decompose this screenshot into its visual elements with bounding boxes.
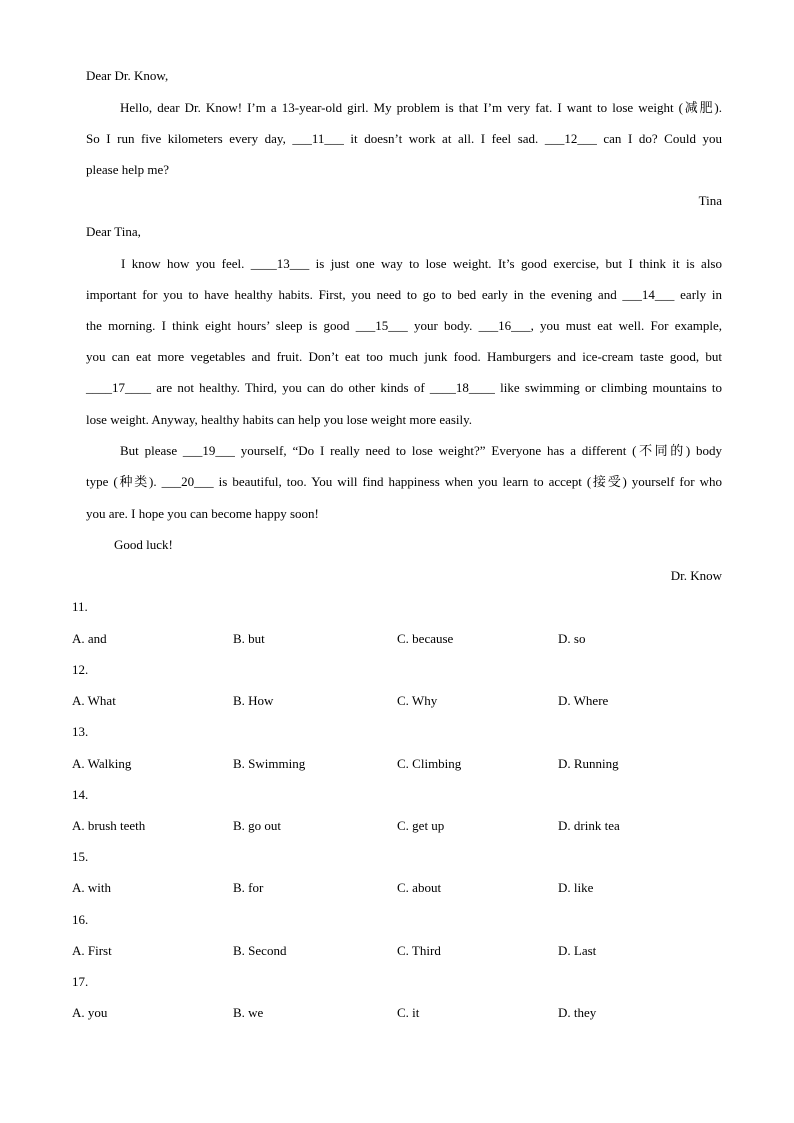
letter1-greeting: Dear Dr. Know, [86,68,169,83]
option-11-c[interactable]: C. because [397,631,454,646]
letter1-line-3: please help me? [86,162,170,177]
option-15-c[interactable]: C. about [397,880,442,895]
option-16-a[interactable]: A. First [72,943,112,958]
question-number-13: 13. [72,724,89,739]
question-number-16: 16. [72,912,89,927]
letter2-greeting: Dear Tina, [86,224,141,239]
option-15-b[interactable]: B. for [233,880,264,895]
letter1-signature: Tina [698,193,722,208]
option-11-a[interactable]: A. and [72,631,107,646]
option-17-b[interactable]: B. we [233,1005,264,1020]
letter2-line-4: you can eat more vegetables and fruit. Don’t eat too much junk food. Hamburgers and ice-cream taste good, but [86,349,722,364]
question-number-12: 12. [72,662,89,677]
option-15-d[interactable]: D. like [558,880,594,895]
option-13-d[interactable]: D. Running [558,756,619,771]
option-16-d[interactable]: D. Last [558,943,597,958]
letter2-line-6: lose weight. Anyway, healthy habits can help you lose weight more easily. [86,412,473,427]
option-17-c[interactable]: C. it [397,1005,420,1020]
option-14-a[interactable]: A. brush teeth [72,818,146,833]
option-13-c[interactable]: C. Climbing [397,756,462,771]
question-number-11: 11. [72,599,88,614]
option-11-d[interactable]: D. so [558,631,586,646]
letter2-closing: Good luck! [114,537,173,552]
question-number-17: 17. [72,974,89,989]
letter2-line-8: type (种类). ___20___ is beautiful, too. You will find happiness when you learn to accept (接受) yourself for who [86,474,722,489]
option-17-a[interactable]: A. you [72,1005,108,1020]
letter2-line-9: you are. I hope you can become happy soon! [86,506,319,521]
option-15-a[interactable]: A. with [72,880,111,895]
letter2-line-2: important for you to have healthy habits. First, you need to go to bed early in the evening and ___14___ early in [86,287,722,302]
letter1-line-2: So I run five kilometers every day, ___11___ it doesn’t work at all. I feel sad. ___12___ can I do? Could you [86,131,722,146]
option-16-c[interactable]: C. Third [397,943,441,958]
option-16-b[interactable]: B. Second [233,943,287,958]
option-13-a[interactable]: A. Walking [72,756,132,771]
letter2-line-7: But please ___19___ yourself, “Do I really need to lose weight?” Everyone has a different (不同的) body [120,443,722,458]
option-13-b[interactable]: B. Swimming [233,756,306,771]
question-number-14: 14. [72,787,89,802]
option-14-b[interactable]: B. go out [233,818,282,833]
option-14-d[interactable]: D. drink tea [558,818,620,833]
option-12-a[interactable]: A. What [72,693,116,708]
option-12-b[interactable]: B. How [233,693,274,708]
option-12-c[interactable]: C. Why [397,693,438,708]
letter2-line-3: the morning. I think eight hours’ sleep is good ___15___ your body. ___16___, you must eat well. For example, [86,318,722,333]
question-number-15: 15. [72,849,89,864]
option-14-c[interactable]: C. get up [397,818,445,833]
letter1-line-1: Hello, dear Dr. Know! I’m a 13-year-old girl. My problem is that I’m very fat. I want to lose weight (减肥). [120,100,722,115]
option-11-b[interactable]: B. but [233,631,265,646]
letter2-signature: Dr. Know [670,568,722,583]
option-17-d[interactable]: D. they [558,1005,597,1020]
letter2-line-5: ____17____ are not healthy. Third, you can do other kinds of ____18____ like swimming or climbing mountains to [86,380,722,395]
option-12-d[interactable]: D. Where [558,693,609,708]
letter2-line-1: I know how you feel. ____13___ is just one way to lose weight. It’s good exercise, but I think it is also [121,256,722,271]
